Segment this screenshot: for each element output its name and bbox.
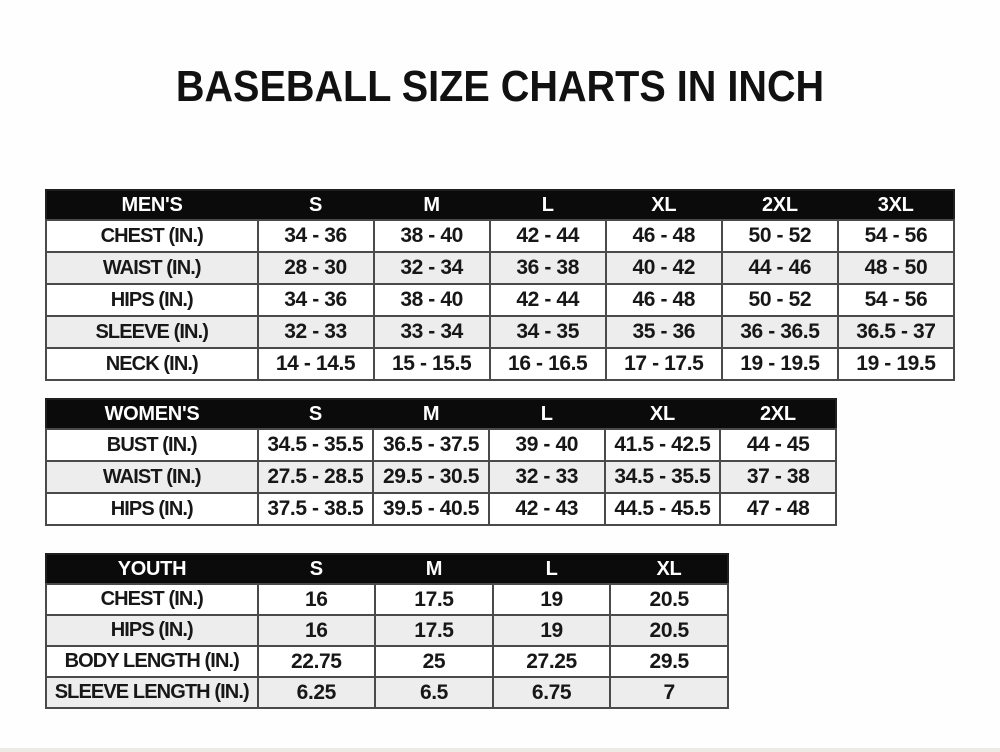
size-value: 16 - 16.5 [490, 348, 606, 380]
size-value: 40 - 42 [606, 252, 722, 284]
size-value: 6.5 [375, 677, 493, 708]
womens-size-table [45, 398, 837, 526]
measurement-row [46, 584, 728, 615]
size-value: 15 - 15.5 [374, 348, 490, 380]
size-value: 44 - 45 [720, 429, 836, 461]
youth-category-header: YOUTH [46, 554, 258, 584]
size-value: 44.5 - 45.5 [605, 493, 721, 525]
size-value: 36.5 - 37 [838, 316, 954, 348]
size-column-header: S [258, 190, 374, 220]
size-value: 19 [493, 615, 611, 646]
mens-size-table-section [45, 189, 955, 381]
size-column-header: XL [606, 190, 722, 220]
size-value: 17.5 [375, 615, 493, 646]
size-column-header: XL [605, 399, 721, 429]
size-value: 16 [258, 615, 376, 646]
measurement-label: NECK (IN.) [46, 348, 258, 380]
measurement-row [46, 220, 954, 252]
size-column-header: M [373, 399, 489, 429]
size-value: 46 - 48 [606, 284, 722, 316]
measurement-label: HIPS (IN.) [46, 615, 258, 646]
size-value: 32 - 34 [374, 252, 490, 284]
size-value: 42 - 43 [489, 493, 605, 525]
size-value: 6.25 [258, 677, 376, 708]
size-value: 38 - 40 [374, 220, 490, 252]
mens-header-row [46, 190, 954, 220]
size-value: 37 - 38 [720, 461, 836, 493]
size-value: 27.25 [493, 646, 611, 677]
measurement-row [46, 493, 836, 525]
measurement-row [46, 677, 728, 708]
measurement-row [46, 429, 836, 461]
measurement-row [46, 615, 728, 646]
measurement-row [46, 461, 836, 493]
size-value: 27.5 - 28.5 [258, 461, 374, 493]
size-value: 34.5 - 35.5 [258, 429, 374, 461]
measurement-label: HIPS (IN.) [46, 493, 258, 525]
size-value: 34 - 36 [258, 220, 374, 252]
size-value: 19 - 19.5 [838, 348, 954, 380]
size-value: 54 - 56 [838, 284, 954, 316]
size-value: 50 - 52 [722, 220, 838, 252]
size-value: 42 - 44 [490, 284, 606, 316]
measurement-label: BUST (IN.) [46, 429, 258, 461]
size-column-header: L [490, 190, 606, 220]
size-value: 32 - 33 [258, 316, 374, 348]
size-value: 46 - 48 [606, 220, 722, 252]
size-value: 20.5 [610, 615, 728, 646]
size-value: 20.5 [610, 584, 728, 615]
measurement-label: CHEST (IN.) [46, 584, 258, 615]
size-value: 36 - 36.5 [722, 316, 838, 348]
measurement-label: WAIST (IN.) [46, 461, 258, 493]
size-value: 48 - 50 [838, 252, 954, 284]
measurement-row [46, 284, 954, 316]
size-column-header: 2XL [720, 399, 836, 429]
youth-header-row [46, 554, 728, 584]
womens-category-header: WOMEN'S [46, 399, 258, 429]
size-value: 41.5 - 42.5 [605, 429, 721, 461]
size-column-header: M [374, 190, 490, 220]
size-column-header: S [258, 554, 376, 584]
mens-category-header: MEN'S [46, 190, 258, 220]
womens-header-row [46, 399, 836, 429]
youth-size-table [45, 553, 729, 709]
size-value: 19 [493, 584, 611, 615]
size-value: 28 - 30 [258, 252, 374, 284]
youth-size-table-section [45, 553, 729, 709]
size-value: 34 - 35 [490, 316, 606, 348]
size-value: 36.5 - 37.5 [373, 429, 489, 461]
size-value: 35 - 36 [606, 316, 722, 348]
measurement-label: SLEEVE LENGTH (IN.) [46, 677, 258, 708]
measurement-row [46, 646, 728, 677]
mens-size-table [45, 189, 955, 381]
size-value: 7 [610, 677, 728, 708]
size-value: 17.5 [375, 584, 493, 615]
size-value: 33 - 34 [374, 316, 490, 348]
size-value: 19 - 19.5 [722, 348, 838, 380]
size-value: 38 - 40 [374, 284, 490, 316]
size-value: 42 - 44 [490, 220, 606, 252]
size-value: 34.5 - 35.5 [605, 461, 721, 493]
measurement-label: CHEST (IN.) [46, 220, 258, 252]
size-value: 47 - 48 [720, 493, 836, 525]
size-value: 34 - 36 [258, 284, 374, 316]
size-value: 29.5 - 30.5 [373, 461, 489, 493]
size-value: 14 - 14.5 [258, 348, 374, 380]
measurement-label: SLEEVE (IN.) [46, 316, 258, 348]
measurement-row [46, 252, 954, 284]
size-column-header: M [375, 554, 493, 584]
size-value: 16 [258, 584, 376, 615]
size-value: 54 - 56 [838, 220, 954, 252]
size-column-header: XL [610, 554, 728, 584]
scan-bottom-edge [0, 748, 1000, 752]
measurement-row [46, 348, 954, 380]
size-value: 17 - 17.5 [606, 348, 722, 380]
size-value: 22.75 [258, 646, 376, 677]
measurement-label: HIPS (IN.) [46, 284, 258, 316]
size-column-header: 3XL [838, 190, 954, 220]
size-value: 50 - 52 [722, 284, 838, 316]
size-value: 37.5 - 38.5 [258, 493, 374, 525]
size-value: 39.5 - 40.5 [373, 493, 489, 525]
size-value: 32 - 33 [489, 461, 605, 493]
size-value: 36 - 38 [490, 252, 606, 284]
size-value: 6.75 [493, 677, 611, 708]
size-value: 29.5 [610, 646, 728, 677]
size-value: 25 [375, 646, 493, 677]
size-column-header: L [493, 554, 611, 584]
page-title: BASEBALL SIZE CHARTS IN INCH [175, 62, 825, 111]
size-value: 39 - 40 [489, 429, 605, 461]
size-column-header: 2XL [722, 190, 838, 220]
size-column-header: S [258, 399, 374, 429]
measurement-label: WAIST (IN.) [46, 252, 258, 284]
womens-size-table-section [45, 398, 837, 526]
size-column-header: L [489, 399, 605, 429]
size-value: 44 - 46 [722, 252, 838, 284]
measurement-label: BODY LENGTH (IN.) [46, 646, 258, 677]
measurement-row [46, 316, 954, 348]
